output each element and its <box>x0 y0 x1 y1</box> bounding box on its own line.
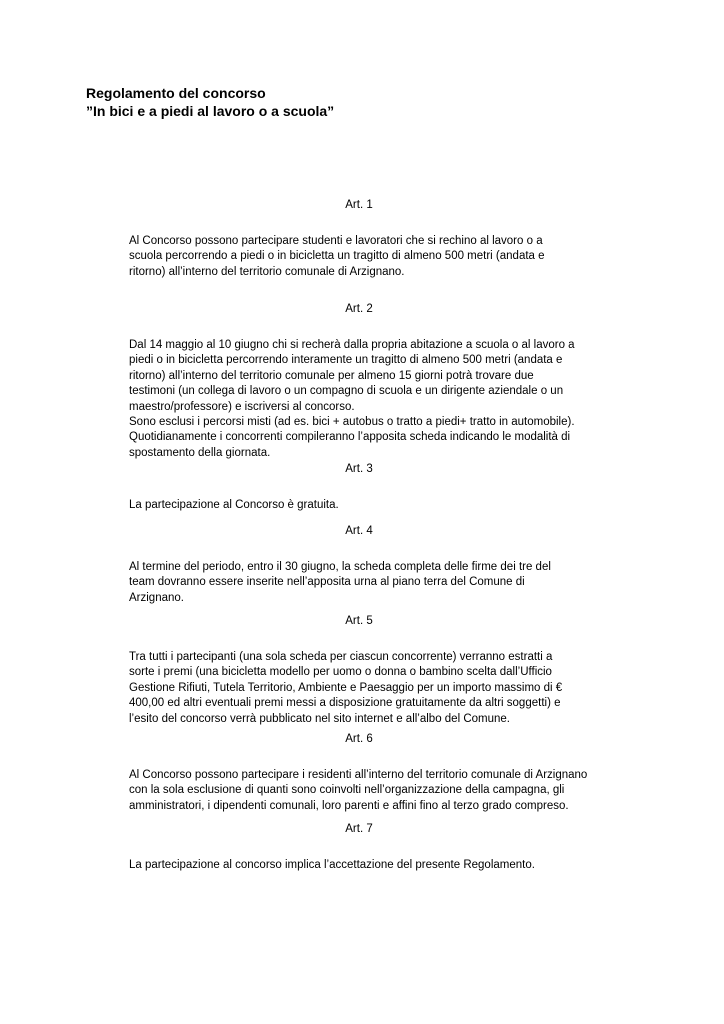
article-body <box>129 498 629 513</box>
document-title-line-1: Regolamento del concorso <box>86 85 266 101</box>
article-5 <box>129 614 629 727</box>
article-body <box>129 768 629 814</box>
article-heading: Art. 7 <box>345 823 373 835</box>
article-line: Al termine del periodo, entro il 30 giugno, la scheda completa delle firme dei tre del <box>129 561 551 573</box>
article-line: Tra tutti i partecipanti (una sola scheda per ciascun concorrente) verranno estratti a <box>129 651 553 663</box>
article-line: Arzignano. <box>129 591 184 604</box>
article-body <box>129 858 629 873</box>
article-2 <box>129 302 629 461</box>
article-line: testimoni (un collega di lavoro o un compagno di scuola e un dirigente aziendale o un <box>129 385 564 398</box>
document-title-line-2: ”In bici e a piedi al lavoro o a scuola” <box>86 103 335 119</box>
document-title <box>86 84 334 120</box>
article-line: Dal 14 maggio al 10 giugno chi si recherà dalla propria abitazione a scuola o al lavoro a <box>129 339 575 351</box>
article-heading: Art. 3 <box>345 463 373 475</box>
article-heading: Art. 4 <box>345 525 373 537</box>
article-line: Al Concorso possono partecipare studenti e lavoratori che si rechino al lavoro o a <box>129 235 543 247</box>
article-heading: Art. 1 <box>345 199 373 211</box>
article-heading: Art. 6 <box>345 733 373 745</box>
article-line: sorte i premi (una bicicletta modello per uomo o donna o bambino scelta dall’Ufficio <box>129 666 552 679</box>
article-1 <box>129 198 629 280</box>
article-line: Sono esclusi i percorsi misti (ad es. bici + autobus o tratto a piedi+ tratto in automobile). <box>129 416 575 429</box>
article-body <box>129 338 629 461</box>
article-body <box>129 650 629 727</box>
article-line: Gestione Rifiuti, Tutela Territorio, Ambiente e Paesaggio per un importo massimo di € <box>129 681 563 694</box>
article-line: l’esito del concorso verrà pubblicato nel sito internet e all’albo del Comune. <box>129 712 510 725</box>
article-line: amministratori, i dipendenti comunali, loro parenti e affini fino al terzo grado compreso. <box>129 799 569 812</box>
article-6 <box>129 732 629 814</box>
article-line: maestro/professore) e iscriversi al concorso. <box>129 400 355 413</box>
article-line: 400,00 ed altri eventuali premi messi a disposizione gratuitamente da altri soggetti) e <box>129 697 561 710</box>
article-body <box>129 560 629 606</box>
article-line: piedi o in bicicletta percorrendo interamente un tragitto di almeno 500 metri (andata e <box>129 354 563 367</box>
article-body <box>129 234 629 280</box>
article-line: La partecipazione al concorso implica l’accettazione del presente Regolamento. <box>129 859 535 871</box>
article-3 <box>129 462 629 513</box>
article-4 <box>129 524 629 606</box>
article-line: ritorno) all’interno del territorio comunale di Arzignano. <box>129 265 405 278</box>
article-7 <box>129 822 629 873</box>
article-line: scuola percorrendo a piedi o in bicicletta un tragitto di almeno 500 metri (andata e <box>129 250 545 263</box>
article-line: Quotidianamente i concorrenti compileranno l’apposita scheda indicando le modalità di <box>129 431 571 444</box>
article-line: team dovranno essere inserite nell’apposita urna al piano terra del Comune di <box>129 576 525 589</box>
article-line: con la sola esclusione di quanti sono coinvolti nell’organizzazione della campagna, gli <box>129 784 565 797</box>
article-line: ritorno) all’interno del territorio comunale per almeno 15 giorni potrà trovare due <box>129 369 534 382</box>
article-line: Al Concorso possono partecipare i residenti all’interno del territorio comunale di Arzignano <box>129 769 588 781</box>
article-line: La partecipazione al Concorso è gratuita. <box>129 499 339 511</box>
article-heading: Art. 5 <box>345 615 373 627</box>
article-line: spostamento della giornata. <box>129 446 271 459</box>
article-heading: Art. 2 <box>345 303 373 315</box>
